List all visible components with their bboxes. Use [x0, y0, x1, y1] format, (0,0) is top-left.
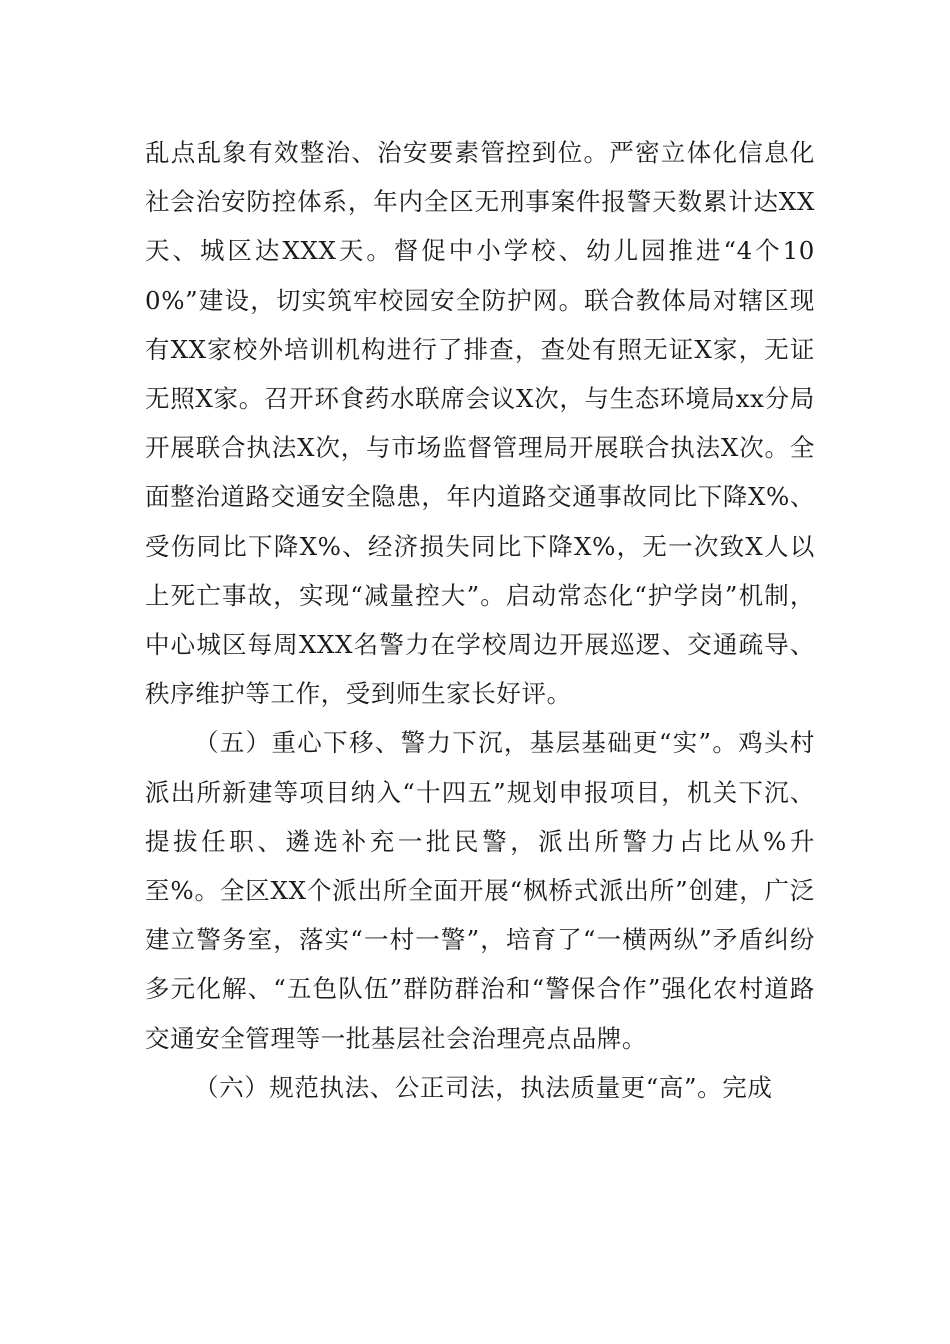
paragraph-section-five: （五）重心下移、警力下沉，基层基础更“实”。鸡头村派出所新建等项目纳入“十四五”规划申报项目，机关下沉、提拔任职、遴选补充一批民警，派出所警力占比从%升至%。全区XX个派出所全面开展“枫桥式派出所”创建，广泛建立警务室，落实“一村一警”，培育了“一横两纵”矛盾纠纷多元化解、“五色队伍”群防群治和“警保合作”强化农村道路交通安全管理等一批基层社会治理亮点品牌。 [145, 728, 815, 1053]
paragraph-continuation: 乱点乱象有效整治、治安要素管控到位。严密立体化信息化社会治安防控体系，年内全区无刑事案件报警天数累计达XX天、城区达XXX天。督促中小学校、幼儿园推进“4个100%”建设，切实筑牢校园安全防护网。联合教体局对辖区现有XX家校外培训机构进行了排查，查处有照无证X家，无证无照X家。召开环食药水联席会议X次，与生态环境局xx分局开展联合执法X次，与市场监督管理局开展联合执法X次。全面整治道路交通安全隐患，年内道路交通事故同比下降X%、受伤同比下降X%、经济损失同比下降X%，无一次致X人以上死亡事故，实现“减量控大”。启动常态化“护学岗”机制，中心城区每周XXX名警力在学校周边开展巡逻、交通疏导、秩序维护等工作，受到师生家长好评。 [145, 138, 815, 709]
paragraph-section-six: （六）规范执法、公正司法，执法质量更“高”。完成 [194, 1072, 773, 1102]
document-body [145, 128, 815, 1112]
